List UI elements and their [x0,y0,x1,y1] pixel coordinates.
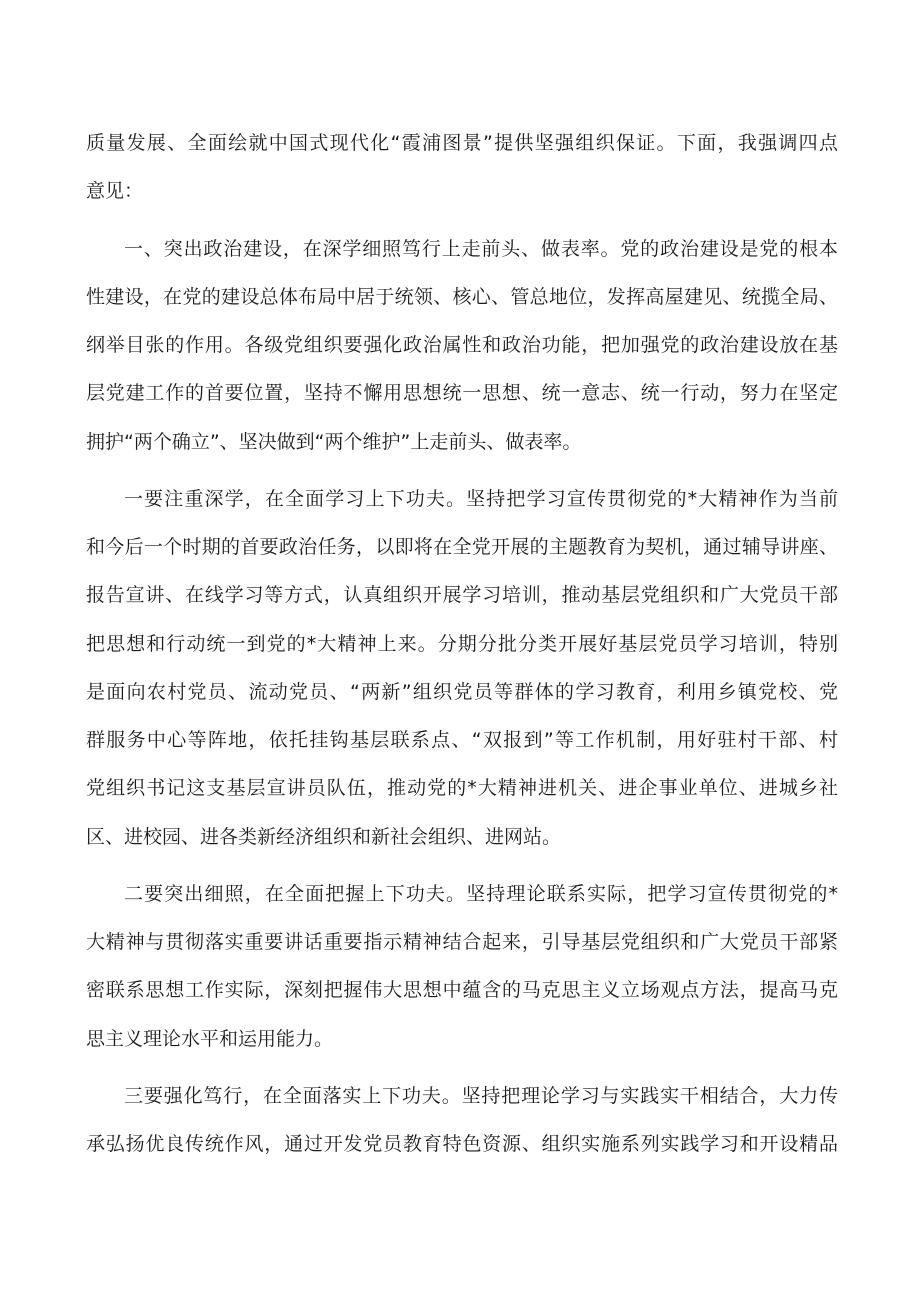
paragraph-line: 群服务中心等阵地，依托挂钩基层联系点、“双报到”等工作机制，用好驻村干部、村 [86,729,838,751]
paragraph-line: 和今后一个时期的首要政治任务，以即将在全党开展的主题教育为契机，通过辅导讲座、 [86,536,838,558]
paragraph-line: 大精神与贯彻落实重要讲话重要指示精神结合起来，引导基层党组织和广大党员干部紧 [86,931,838,953]
paragraph-line: 二要突出细照，在全面把握上下功夫。坚持理论联系实际，把学习宣传贯彻党的* [124,883,838,905]
paragraph-line: 一要注重深学，在全面学习上下功夫。坚持把学习宣传贯彻党的*大精神作为当前 [124,488,838,510]
paragraph-line: 一、突出政治建设，在深学细照笃行上走前头、做表率。党的政治建设是党的根本 [124,238,838,260]
paragraph-line: 质量发展、全面绘就中国式现代化“霞浦图景”提供坚强组织保证。下面，我强调四点 [86,132,838,154]
paragraph-line: 报告宣讲、在线学习等方式，认真组织开展学习培训，推动基层党组织和广大党员干部 [86,584,838,606]
paragraph-line: 拥护“两个确立”、坚决做到“两个维护”上走前头、做表率。 [86,431,582,453]
paragraph-line: 党组织书记这支基层宣讲员队伍，推动党的*大精神进机关、进企事业单位、进城乡社 [86,777,838,799]
paragraph-line: 把思想和行动统一到党的*大精神上来。分期分批分类开展好基层党员学习培训，特别 [86,633,838,655]
paragraph-line: 层党建工作的首要位置，坚持不懈用思想统一思想、统一意志、统一行动，努力在坚定 [86,382,838,404]
paragraph-line: 密联系思想工作实际，深刻把握伟大思想中蕴含的马克思主义立场观点方法，提高马克 [86,979,838,1001]
paragraph-line: 性建设，在党的建设总体布局中居于统领、核心、管总地位，发挥高屋建见、统揽全局、 [86,286,838,308]
paragraph-line: 纲举目张的作用。各级党组织要强化政治属性和政治功能，把加强党的政治建设放在基 [86,334,838,356]
paragraph-line: 承弘扬优良传统作风，通过开发党员教育特色资源、组织实施系列实践学习和开设精品 [86,1133,838,1155]
paragraph-line: 意见： [86,180,144,202]
paragraph-line: 思主义理论水平和运用能力。 [86,1028,334,1050]
paragraph-line: 三要强化笃行，在全面落实上下功夫。坚持把理论学习与实践实干相结合，大力传 [124,1085,838,1107]
paragraph-line: 区、进校园、进各类新经济组织和新社会组织、进网站。 [86,826,562,848]
paragraph-line: 是面向农村党员、流动党员、“两新”组织党员等群体的学习教育，利用乡镇党校、党 [86,681,838,703]
